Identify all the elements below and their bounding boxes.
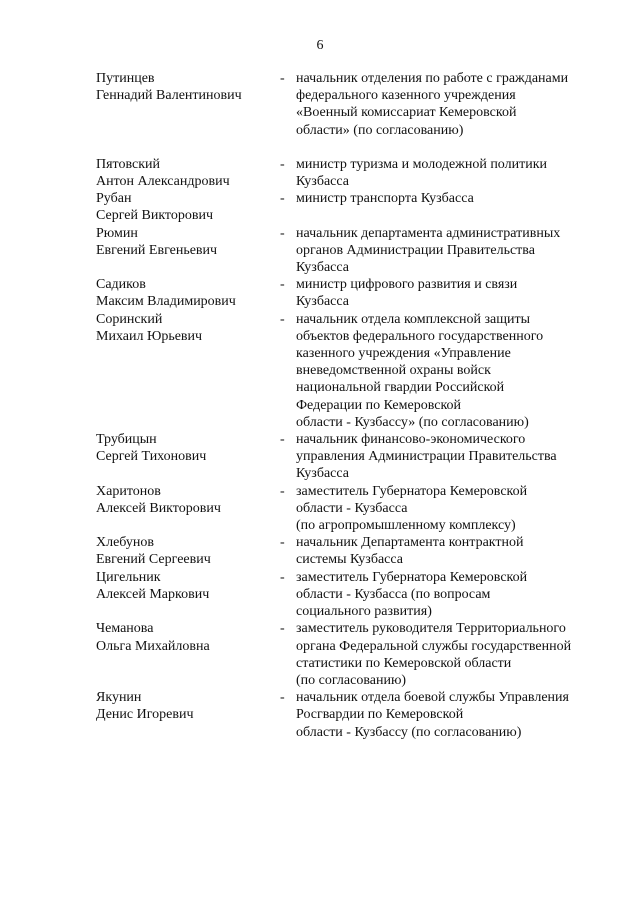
position-line: социального развития)	[296, 604, 432, 620]
given-names: Евгений Сергеевич	[96, 552, 211, 568]
position-text	[296, 483, 606, 535]
position-line: начальник отдела боевой службы Управления	[296, 690, 569, 706]
given-names: Евгений Евгеньевич	[96, 242, 218, 258]
position-line: Росгвардии по Кемеровской	[296, 707, 464, 723]
position-text	[296, 276, 606, 310]
dash: -	[280, 277, 285, 293]
dash: -	[280, 225, 285, 241]
given-names: Алексей Викторович	[96, 500, 221, 516]
surname: Якунин	[96, 690, 142, 706]
dash: -	[280, 690, 285, 706]
position-line: Кузбасса	[296, 260, 349, 276]
person-name	[96, 689, 280, 723]
dash: -	[280, 483, 285, 499]
list-item	[96, 311, 606, 431]
position-text	[296, 311, 606, 431]
dash: -	[280, 569, 285, 585]
surname: Чеманова	[96, 621, 154, 637]
surname: Харитонов	[96, 483, 161, 499]
person-name	[96, 620, 280, 654]
given-names: Ольга Михайловна	[96, 638, 210, 654]
position-line: Кузбасса	[296, 174, 349, 190]
given-names: Алексей Маркович	[96, 586, 210, 602]
position-line: начальник отделения по работе с гражданами	[296, 71, 569, 86]
person-name	[96, 483, 280, 517]
position-line: «Военный комиссариат Кемеровской	[296, 105, 517, 121]
person-name	[96, 276, 280, 310]
position-line: области - Кузбасса (по вопросам	[296, 586, 491, 602]
person-name	[96, 569, 280, 603]
surname: Трубицын	[96, 432, 157, 448]
position-line: казенного учреждения «Управление	[296, 346, 511, 362]
position-line: министр цифрового развития и связи	[296, 277, 518, 293]
given-names: Сергей Викторович	[96, 208, 214, 224]
given-names: Денис Игоревич	[96, 707, 194, 723]
position-line: министр транспорта Кузбасса	[296, 191, 474, 207]
position-text	[296, 620, 606, 689]
position-text	[296, 156, 606, 190]
position-line: объектов федерального государственного	[296, 328, 544, 344]
dash: -	[280, 311, 285, 327]
surname: Рубан	[96, 191, 132, 207]
dash: -	[280, 535, 285, 551]
position-line: начальник Департамента контрактной	[296, 535, 524, 551]
given-names: Михаил Юрьевич	[96, 328, 203, 344]
list-item	[96, 190, 606, 224]
position-line: управления Администрации Правительства	[296, 449, 557, 465]
position-line: заместитель руководителя Территориального	[296, 621, 566, 637]
list-item	[96, 534, 606, 568]
position-line: статистики по Кемеровской области	[296, 655, 512, 671]
position-text	[296, 569, 606, 621]
position-line: вневедомственной охраны войск	[296, 363, 491, 379]
person-name	[96, 190, 280, 224]
surname: Садиков	[96, 277, 146, 293]
list-item	[96, 431, 606, 483]
person-name	[96, 534, 280, 568]
dash: -	[280, 71, 285, 86]
position-line: начальник департамента административных	[296, 225, 561, 241]
position-line: области - Кузбассу (по согласованию)	[296, 724, 522, 740]
position-line: заместитель Губернатора Кемеровской	[296, 483, 528, 499]
position-line: национальной гвардии Российской	[296, 380, 505, 396]
list-item	[96, 276, 606, 310]
dash: -	[280, 432, 285, 448]
position-line: Кузбасса	[296, 294, 349, 310]
position-line: Кузбасса	[296, 466, 349, 482]
position-line: области» (по согласованию)	[296, 122, 464, 138]
dash: -	[280, 156, 285, 172]
position-line: министр туризма и молодежной политики	[296, 156, 548, 172]
position-text	[296, 534, 606, 568]
surname: Пятовский	[96, 156, 161, 172]
given-names: Геннадий Валентинович	[96, 88, 242, 104]
spacer	[96, 139, 606, 156]
surname: Хлебунов	[96, 535, 155, 551]
person-name	[96, 225, 280, 259]
position-line: области - Кузбасса	[296, 500, 408, 516]
dash: -	[280, 191, 285, 207]
position-line: начальник отдела комплексной защиты	[296, 311, 531, 327]
position-line: Федерации по Кемеровской	[296, 397, 462, 413]
position-line: (по согласованию)	[296, 672, 407, 688]
surname: Соринский	[96, 311, 163, 327]
position-line: (по агропромышленному комплексу)	[296, 518, 516, 534]
position-line: федерального казенного учреждения	[296, 88, 516, 104]
list-item	[96, 156, 606, 190]
surname: Рюмин	[96, 225, 138, 241]
position-line: органов Администрации Правительства	[296, 242, 535, 258]
page-number: 6	[316, 38, 324, 53]
surname: Цигельник	[96, 569, 161, 585]
position-line: области - Кузбассу» (по согласованию)	[296, 414, 529, 430]
list-item	[96, 225, 606, 277]
person-name	[96, 431, 280, 465]
dash: -	[280, 621, 285, 637]
list-item	[96, 483, 606, 535]
position-line: органа Федеральной службы государственной	[296, 638, 572, 654]
person-name	[96, 70, 280, 104]
given-names: Максим Владимирович	[96, 294, 236, 310]
given-names: Антон Александрович	[96, 174, 230, 190]
list-item	[96, 620, 606, 689]
position-line: заместитель Губернатора Кемеровской	[296, 569, 528, 585]
member-list	[96, 70, 606, 741]
position-text	[296, 689, 606, 741]
position-text	[296, 431, 606, 483]
position-text	[296, 225, 606, 277]
position-text	[296, 190, 606, 207]
person-name	[96, 311, 280, 345]
position-text	[296, 70, 606, 139]
list-item	[96, 70, 606, 139]
given-names: Сергей Тихонович	[96, 449, 207, 465]
list-item	[96, 569, 606, 621]
list-item	[96, 689, 606, 741]
position-line: системы Кузбасса	[296, 552, 403, 568]
person-name	[96, 156, 280, 190]
position-line: начальник финансово-экономического	[296, 432, 526, 448]
surname: Путинцев	[96, 71, 155, 86]
